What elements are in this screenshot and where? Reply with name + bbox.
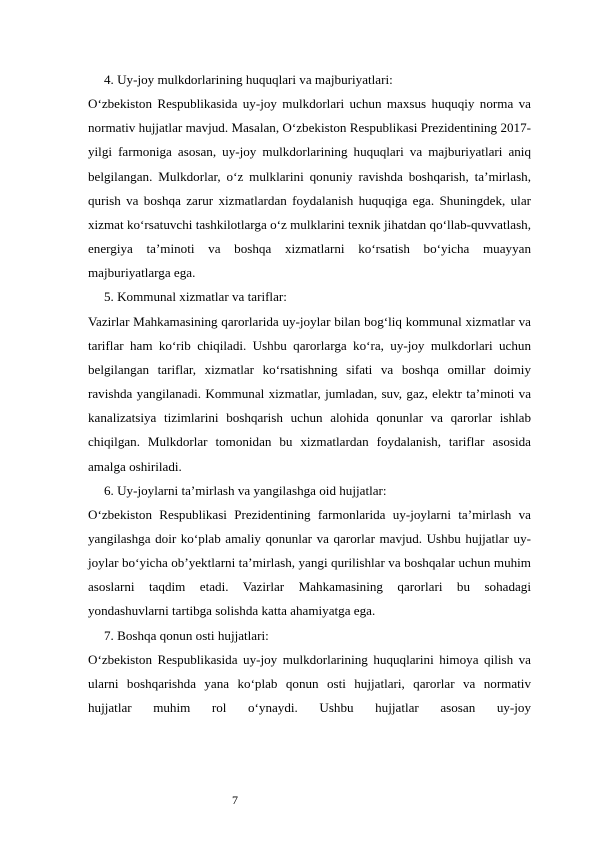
document-page [88,68,531,720]
section-5-heading: 5. Kommunal xizmatlar va tariflar: [104,289,287,305]
section-7-body: O‘zbekiston Respublikasida uy-joy mulkdorlarining huquqlarini himoya qilish va ularni boshqarishda yana ko‘plab qonun osti hujjatlari, qarorlar va normativ hujjatlar muhim rol o‘ynaydi. Ushbu hujjatlar asosan uy-joy [88,651,531,716]
section-5-body: Vazirlar Mahkamasining qarorlarida uy-joylar bilan bog‘liq kommunal xizmatlar va tariflar ham ko‘rib chiqiladi. Ushbu qarorlarga ko‘ra, uy-joy mulkdorlari uchun belgilangan tariflar, xizmatlar ko‘rsatishning sifati va boshqa omillar doimiy ravishda yangilanadi. Kommunal xizmatlar, jumladan, suv, gaz, elektr ta’minoti va kanalizatsiya tizimlarini boshqarish uchun alohida qonunlar va qarorlar ishlab chiqilgan. Mulkdorlar tomonidan bu xizmatlardan foydalanish, tariflar asosida amalga oshiriladi. [88,313,531,474]
section-6-heading: 6. Uy-joylarni ta’mirlash va yangilashga oid hujjatlar: [104,482,387,498]
section-6-body: O‘zbekiston Respublikasi Prezidentining farmonlarida uy-joylarni ta’mirlash va yangilashga doir ko‘plab amaliy qonunlar va qarorlar mavjud. Ushbu hujjatlar uy-joylar bo‘yicha ob’yektlarni ta’mirlash, yangi qurilishlar va boshqalar uchun muhim asoslarni taqdim etadi. Vazirlar Mahkamasining qarorlari bu sohadagi yondashuvlarni tartibga solishda katta ahamiyatga ega. [88,506,531,619]
page-number: 7 [232,793,238,807]
section-4-heading: 4. Uy-joy mulkdorlarining huquqlari va majburiyatlari: [104,72,393,87]
section-4-body: O‘zbekiston Respublikasida uy-joy mulkdorlari uchun maxsus huquqiy norma va normativ hujjatlar mavjud. Masalan, O‘zbekiston Respublikasi Prezidentining 2017-yilgi farmoniga asosan, uy-joy mulkdorlarining huquqlari va majburiyatlari aniq belgilangan. Mulkdorlar, o‘z mulklarini qonuniy ravishda boshqarish, ta’mirlash, qurish va boshqa zarur xizmatlardan foydalanish huquqiga ega. Shuningdek, ular xizmat ko‘rsatuvchi tashkilotlarga o‘z mulklarini texnik jihatdan qo‘llab-quvvatlash, energiya ta’minoti va boshqa xizmatlarni ko‘rsatish bo‘yicha muayyan majburiyatlarga ega. [88,96,531,281]
section-7-heading: 7. Boshqa qonun osti hujjatlari: [104,627,269,643]
